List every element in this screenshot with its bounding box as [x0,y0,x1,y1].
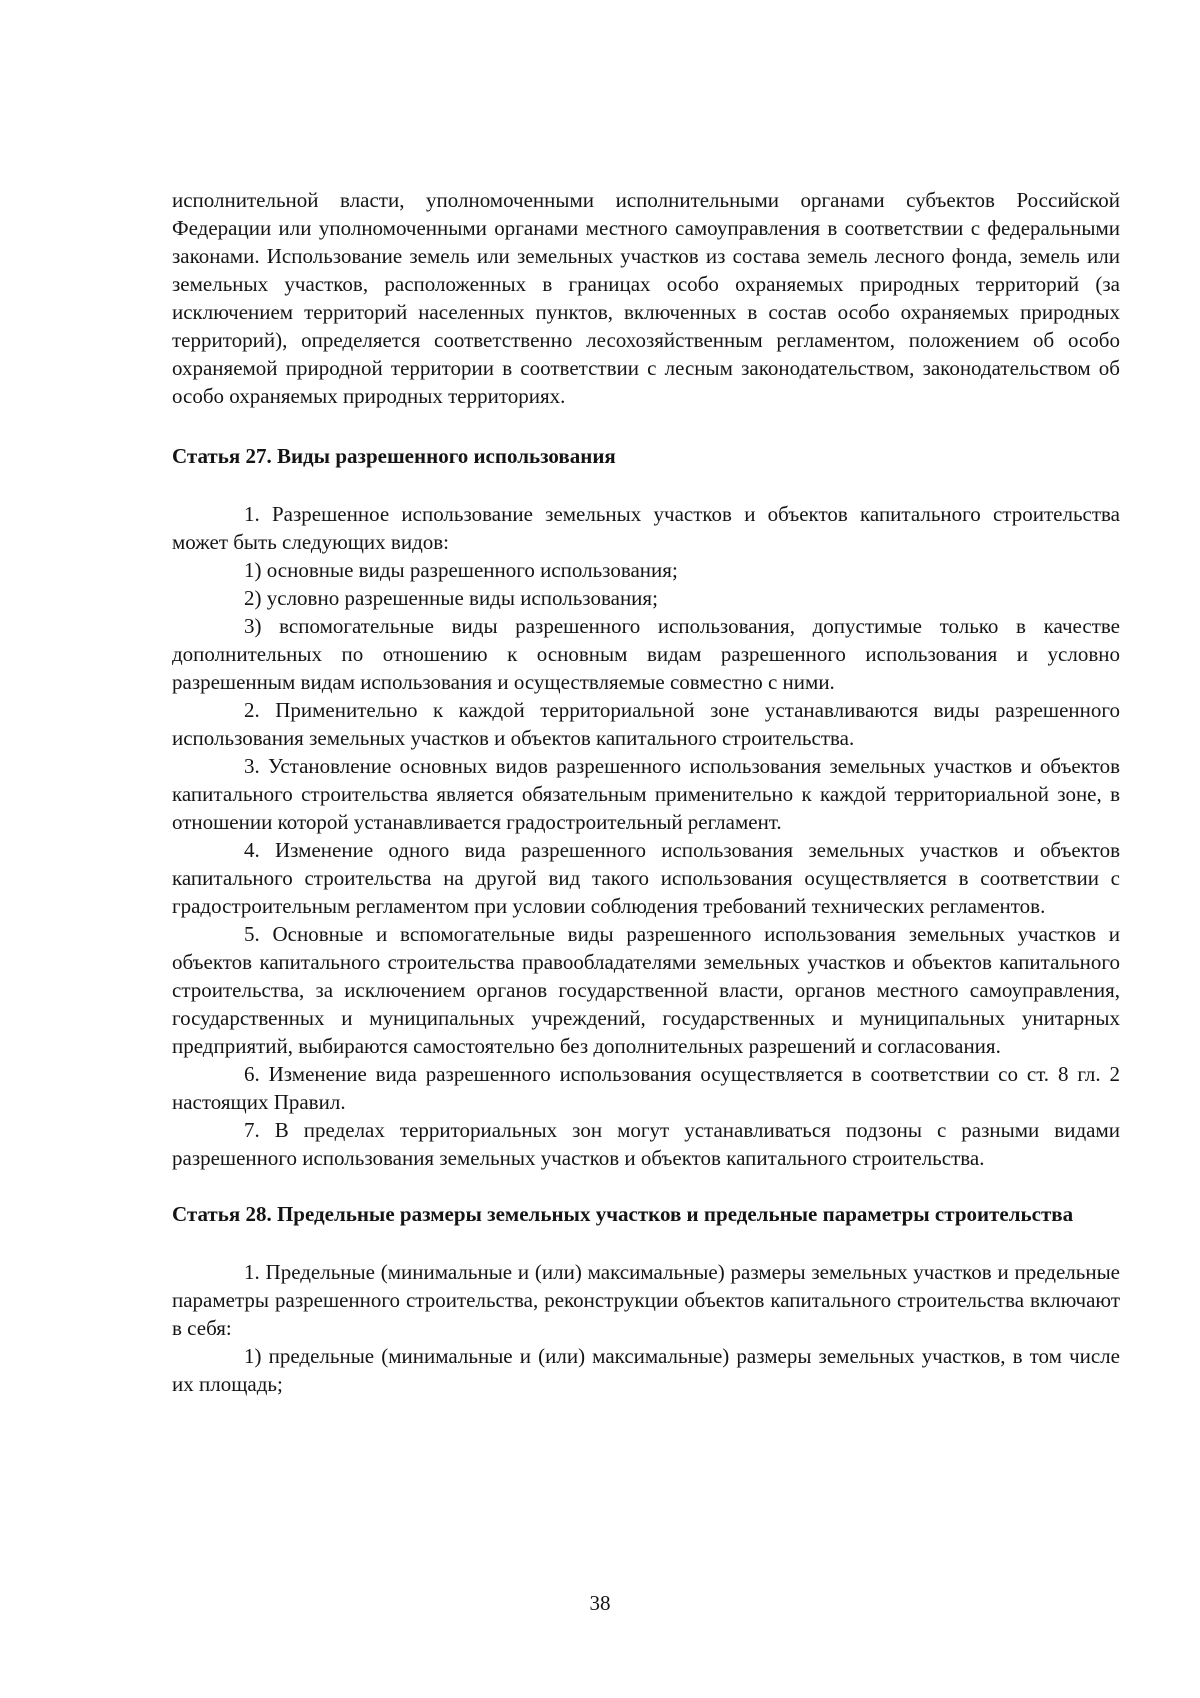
article-27-paragraph: 3) вспомогательные виды разрешенного использования, допустимые только в качестве дополнительных по отношению к основным видам разрешенного использования и условно разрешенным видам использования и осуществляемые совместно с ними. [172,614,1120,694]
article-27-paragraph: 4. Изменение одного вида разрешенного использования земельных участков и объектов капитального строительства на другой вид такого использования осуществляется в соответствии с градостроительным регламентом при условии соблюдения требований технических регламентов. [172,838,1120,918]
document-page [172,186,1120,1398]
article-28-heading: Статья 28. Предельные размеры земельных участков и предельные параметры строительства [172,1202,1074,1226]
article-27-paragraph: 1. Разрешенное использование земельных участков и объектов капитального строительства может быть следующих видов: [172,502,1120,554]
article-27-heading: Статья 27. Виды разрешенного использования [172,444,616,468]
page-number: 38 [589,1591,611,1615]
article-27-paragraph: 1) основные виды разрешенного использования; [244,558,678,582]
intro-paragraph: исполнительной власти, уполномоченными исполнительными органами субъектов Российской Федерации или уполномоченными органами местного самоуправления в соответствии с федеральными законами. Использование земель или земельных участков из состава земель лесного фонда, земель или земельных участков, расположенных в границах особо охраняемых природных территорий (за исключением территорий населенных пунктов, включенных в состав особо охраняемых природных территорий), определяется соответственно лесохозяйственным регламентом, положением об особо охраняемой природной территории в соответствии с лесным законодательством, законодательством об особо охраняемых природных территориях. [172,188,1120,408]
article-28-paragraph: 1) предельные (минимальные и (или) максимальные) размеры земельных участков, в том числе их площадь; [172,1344,1120,1396]
article-27-paragraph: 5. Основные и вспомогательные виды разрешенного использования земельных участков и объектов капитального строительства правообладателями земельных участков и объектов капитального строительства, за исключением органов государственной власти, органов местного самоуправления, государственных и муниципальных учреждений, государственных и муниципальных унитарных предприятий, выбираются самостоятельно без дополнительных разрешений и согласования. [172,922,1120,1058]
article-27-paragraph: 3. Установление основных видов разрешенного использования земельных участков и объектов капитального строительства является обязательным применительно к каждой территориальной зоне, в отношении которой устанавливается градостроительный регламент. [172,754,1120,834]
article-27-paragraph: 7. В пределах территориальных зон могут устанавливаться подзоны с разными видами разрешенного использования земельных участков и объектов капитального строительства. [172,1118,1120,1170]
article-27-paragraph: 2. Применительно к каждой территориальной зоне устанавливаются виды разрешенного использования земельных участков и объектов капитального строительства. [172,698,1120,750]
article-27-paragraph: 2) условно разрешенные виды использования; [244,586,658,610]
article-28-paragraph: 1. Предельные (минимальные и (или) максимальные) размеры земельных участков и предельные параметры разрешенного строительства, реконструкции объектов капитального строительства включают в себя: [172,1260,1120,1340]
article-27-paragraph: 6. Изменение вида разрешенного использования осуществляется в соответствии со ст. 8 гл. 2 настоящих Правил. [172,1062,1120,1114]
article-27-body [172,500,1120,1172]
article-28-body [172,1258,1120,1398]
